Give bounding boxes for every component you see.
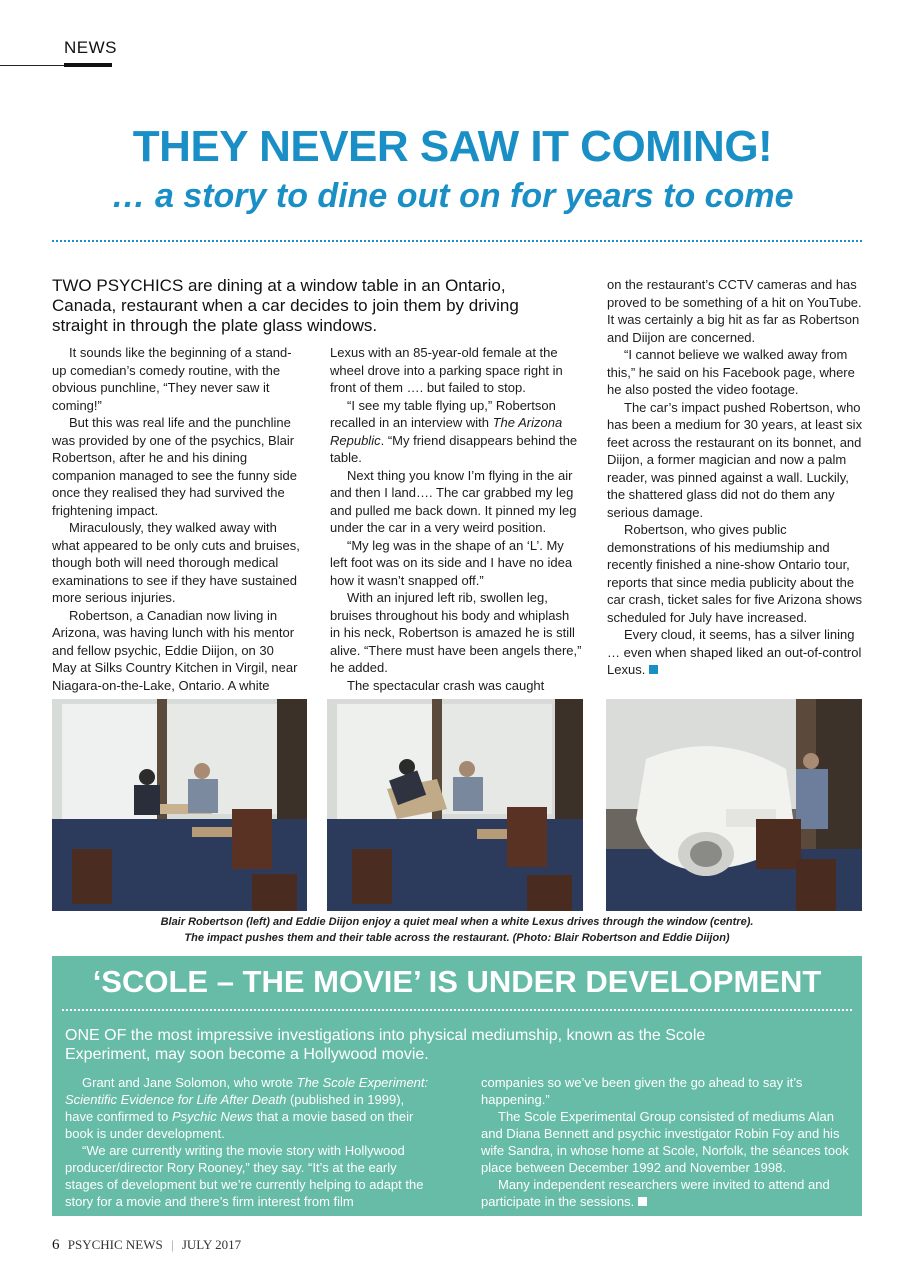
dotted-divider — [62, 1009, 852, 1011]
photo-caption — [52, 914, 862, 946]
paragraph: Robertson, a Canadian now living in Arizona, was having lunch with his mentor and fellow psychic, Eddie Diijon, on 30 May at Silks Country Kitchen in Virgil, near Niagara-on-the-Lake, Ontario. A white — [52, 607, 298, 693]
paragraph: “I see my table flying up,” Robertson recalled in an interview with The Arizona Republic. “My friend disappears behind the table. — [330, 397, 578, 465]
page-footer — [52, 1237, 241, 1254]
paragraph: Lexus with an 85-year-old female at the wheel drove into a parking space right in front of them …. but failed to stop. — [330, 345, 563, 395]
publication-name: PSYCHIC NEWS — [67, 1237, 163, 1252]
article-subhead: … a story to dine out on for years to come — [111, 177, 794, 215]
article-column-1 — [52, 344, 300, 694]
paragraph: It sounds like the beginning of a stand-up comedian’s comedy routine, with the obvious punchline, “They never saw it coming!” — [52, 345, 292, 413]
dotted-divider — [52, 240, 862, 242]
footer-separator: | — [171, 1237, 174, 1252]
page-number: 6 — [52, 1237, 60, 1253]
issue-date: JULY 2017 — [181, 1237, 242, 1252]
paragraph: The Scole Experimental Group consisted of mediums Alan and Diana Bennett and psychic investigator Robin Foy and his wife Sandra, in whose home at Scole, Norfolk, the séances took place between December 1992 and November 1998. — [481, 1109, 849, 1175]
paragraph: The car’s impact pushed Robertson, who has been a medium for 30 years, at least six feet across the restaurant on its bonnet, and Diijon, a former magician and now a palm reader, was pinned against a wall. Luckily, the shattered glass did not do them any serious damage. — [607, 399, 863, 520]
cctv-photo-diners — [52, 699, 307, 911]
publication-title: Psychic News — [171, 1109, 253, 1124]
article-headline: THEY NEVER SAW IT COMING! — [132, 122, 773, 171]
article-column-3 — [607, 276, 863, 679]
sidebar-box-scole — [52, 956, 862, 1216]
cctv-photo-lexus — [606, 699, 862, 911]
paragraph: Robertson, who gives public demonstrations of his mediumship and recently finished a nine-show Ontario tour, reports that since media publicity about the car crash, ticket sales for five Arizona shows scheduled for July have increased. — [607, 522, 863, 625]
paragraph: Miraculously, they walked away with what appeared to be only cuts and bruises, though both will need thorough medical examinations to see if they have sustained more serious injuries. — [52, 520, 300, 605]
cctv-photo-impact — [327, 699, 583, 911]
caption-line: The impact pushes them and their table across the restaurant. (Photo: Blair Robertson and Eddie Diijon) — [184, 932, 730, 944]
paragraph: Grant and Jane Solomon, who wrote The Scole Experiment: Scientific Evidence for Life After Death (published in 1999), have confirmed to Psychic News that a movie based on their book is under development. — [65, 1075, 429, 1141]
article-column-2 — [330, 344, 582, 694]
paragraph: But this was real life and the punchline was provided by one of the psychics, Blair Robertson, after he and his dining companion managed to see the funny side once they realised they had survived the frightening impact. — [52, 415, 298, 518]
section-rule-accent — [64, 63, 112, 67]
paragraph: With an injured left rib, swollen leg, bruises throughout his body and whiplash in his neck, Robertson is amazed he is still alive. “There must have been angels there,” he added. — [330, 590, 582, 675]
publication-title: The Arizona Republic — [330, 415, 563, 448]
box-intro: ONE OF the most impressive investigations into physical mediumship, known as the Scole Experiment, may soon become a Hollywood movie. — [65, 1027, 706, 1063]
paragraph: Every cloud, it seems, has a silver lining … even when shaped liked an out-of-control Lexus. — [607, 627, 862, 677]
caption-line: Blair Robertson (left) and Eddie Diijon enjoy a quiet meal when a white Lexus drives through the window (centre). — [160, 916, 754, 928]
paragraph: companies so we’ve been given the go ahead to say it’s happening.” — [481, 1075, 803, 1107]
book-title: The Scole Experiment: Scientific Evidence for Life After Death — [65, 1075, 429, 1107]
paragraph: “I cannot believe we walked away from this,” he said on his Facebook page, where he also posted the video footage. — [607, 347, 855, 397]
section-label: NEWS — [64, 38, 117, 57]
box-title: ‘SCOLE – THE MOVIE’ IS UNDER DEVELOPMENT — [92, 964, 822, 999]
paragraph: Next thing you know I’m flying in the air and then I land…. The car grabbed my leg and pulled me back down. It pinned my leg under the car in a very weird position. — [330, 467, 577, 535]
box-column-2 — [481, 1074, 849, 1210]
article-intro: TWO PSYCHICS are dining at a window table in an Ontario, Canada, restaurant when a car decides to join them by driving straight in through the plate glass windows. — [52, 276, 519, 335]
paragraph: on the restaurant’s CCTV cameras and has proved to be something of a hit on YouTube. It was certainly a big hit as far as Robertson and Diijon are concerned. — [607, 277, 862, 345]
paragraph: The spectacular crash was caught — [347, 677, 545, 693]
box-column-1 — [65, 1074, 430, 1210]
end-mark-icon — [649, 665, 658, 674]
paragraph: Many independent researchers were invited to attend and participate in the sessions. — [481, 1177, 830, 1209]
paragraph: “My leg was in the shape of an ‘L’. My left foot was on its side and I have no idea how it wasn’t snapped off.” — [330, 537, 573, 588]
end-mark-icon — [638, 1197, 647, 1206]
paragraph: “We are currently writing the movie story with Hollywood producer/director Rory Rooney,” they say. “It’s at the early stages of development but we’re currently helping to adapt the story for a movie and there’s firm interest from film — [65, 1143, 424, 1209]
section-rule — [0, 65, 66, 66]
